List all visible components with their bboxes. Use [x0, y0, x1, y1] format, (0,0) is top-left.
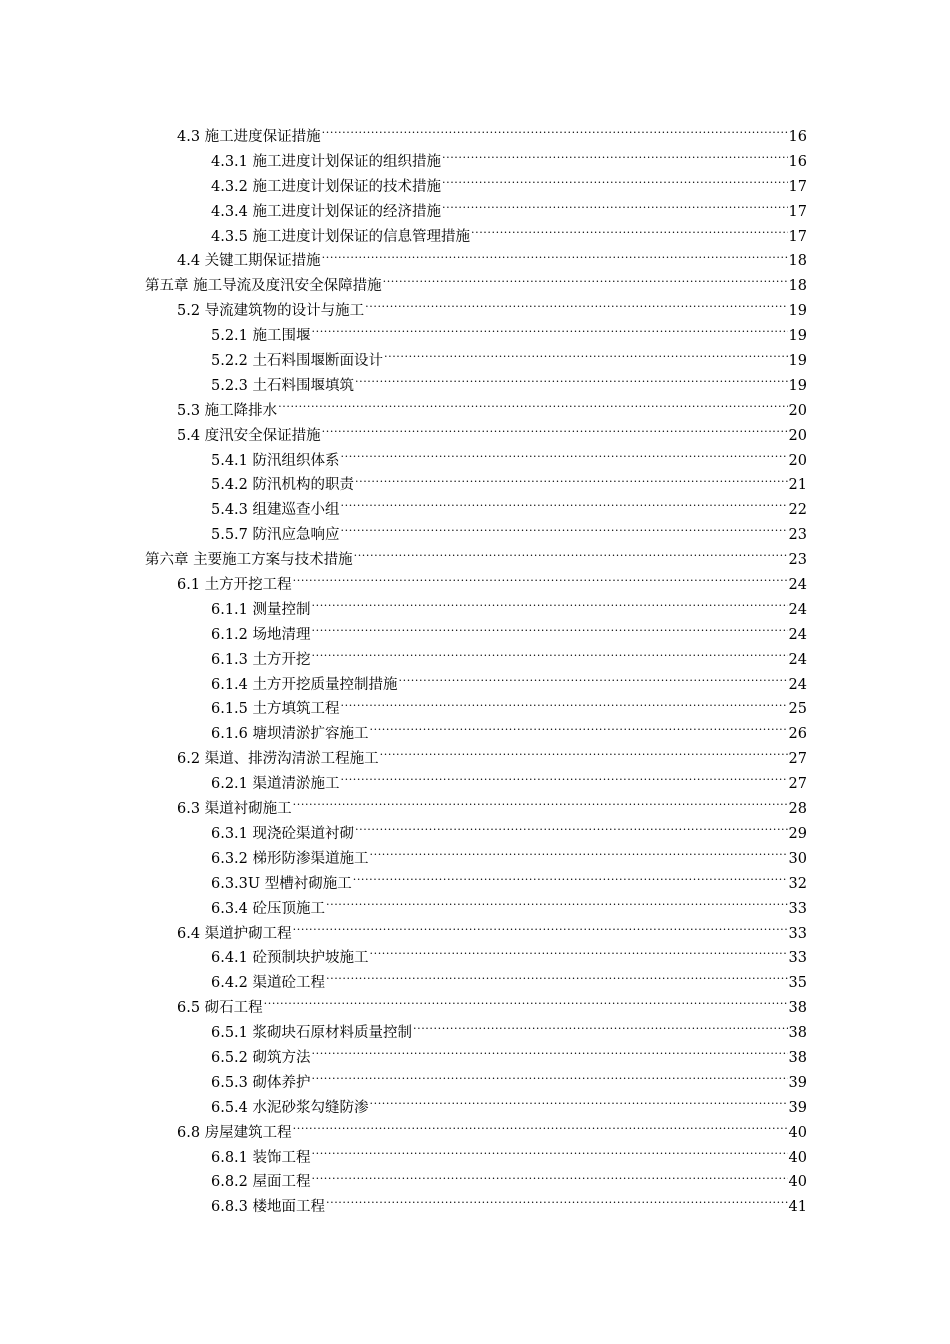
toc-entry-title: 6.1.4 土方开挖质量控制措施	[211, 676, 398, 693]
toc-dot-leader	[353, 874, 788, 888]
toc-dot-leader	[278, 401, 787, 415]
toc-entry[interactable]	[145, 598, 807, 623]
toc-dot-leader	[370, 1098, 788, 1112]
toc-entry-title: 5.3 施工降排水	[177, 402, 278, 419]
toc-entry-page-number: 32	[788, 875, 807, 892]
toc-entry-page-number: 40	[788, 1174, 807, 1191]
toc-dot-leader	[312, 1172, 788, 1186]
toc-entry-title: 6.1 土方开挖工程	[177, 577, 292, 594]
toc-entry-page-number: 18	[788, 253, 807, 270]
toc-entry-page-number: 24	[788, 676, 807, 693]
toc-entry-page-number: 19	[788, 377, 807, 394]
toc-dot-leader	[312, 625, 788, 639]
toc-entry-title: 5.4 度汛安全保证措施	[177, 427, 321, 444]
toc-entry[interactable]	[145, 971, 807, 996]
toc-entry[interactable]	[145, 1071, 807, 1096]
toc-dot-leader	[341, 451, 788, 465]
toc-dot-leader	[312, 1148, 788, 1162]
toc-entry-page-number: 24	[788, 601, 807, 618]
toc-entry[interactable]	[145, 473, 807, 498]
toc-entry-title: 4.3 施工进度保证措施	[177, 129, 321, 145]
toc-entry-title: 第六章 主要施工方案与技术措施	[145, 552, 353, 569]
toc-dot-leader	[370, 849, 788, 863]
toc-entry[interactable]	[145, 299, 807, 324]
toc-dot-leader	[413, 1023, 788, 1037]
toc-entry[interactable]	[145, 523, 807, 548]
toc-entry-page-number: 23	[788, 552, 807, 569]
toc-entry-page-number: 24	[788, 626, 807, 643]
toc-entry-title: 6.8.3 楼地面工程	[211, 1199, 326, 1216]
toc-entry[interactable]	[145, 249, 807, 274]
toc-entry-title: 6.5.1 浆砌块石原材料质量控制	[211, 1025, 413, 1042]
toc-entry-page-number: 20	[788, 427, 807, 444]
toc-dot-leader	[442, 202, 788, 216]
toc-entry[interactable]	[145, 1046, 807, 1071]
toc-dot-leader	[312, 1048, 788, 1062]
toc-entry-title: 6.3.4 砼压顶施工	[211, 900, 326, 917]
toc-dot-leader	[341, 500, 788, 514]
toc-entry-page-number: 20	[788, 402, 807, 419]
toc-entry-page-number: 33	[788, 925, 807, 942]
toc-entry-title: 6.4 渠道护砌工程	[177, 925, 292, 942]
toc-dot-leader	[370, 724, 788, 738]
toc-entry[interactable]	[145, 697, 807, 722]
toc-entry-page-number: 26	[788, 726, 807, 743]
toc-entry[interactable]	[145, 722, 807, 747]
toc-entry[interactable]	[145, 399, 807, 424]
toc-dot-leader	[341, 525, 788, 539]
toc-entry-title: 5.2.3 土石料围堰填筑	[211, 377, 355, 394]
toc-entry-page-number: 17	[788, 178, 807, 195]
toc-entry[interactable]	[145, 623, 807, 648]
toc-dot-leader	[341, 774, 788, 788]
toc-entry-page-number: 27	[788, 776, 807, 793]
toc-entry-page-number: 23	[788, 527, 807, 544]
toc-entry-page-number: 29	[788, 825, 807, 842]
toc-dot-leader	[355, 376, 788, 390]
toc-entry[interactable]	[145, 349, 807, 374]
toc-entry[interactable]	[145, 747, 807, 772]
toc-entry-page-number: 28	[788, 801, 807, 818]
toc-entry[interactable]	[145, 374, 807, 399]
toc-dot-leader	[326, 973, 788, 987]
toc-entry[interactable]	[145, 548, 807, 573]
toc-entry-page-number: 38	[788, 1000, 807, 1017]
toc-entry[interactable]	[145, 1195, 807, 1220]
toc-entry-page-number: 19	[788, 328, 807, 345]
toc-entry-title: 6.2.1 渠道清淤施工	[211, 776, 340, 793]
toc-dot-leader	[354, 550, 788, 564]
toc-entry-title: 6.8 房屋建筑工程	[177, 1124, 292, 1141]
toc-entry-title: 5.2 导流建筑物的设计与施工	[177, 303, 365, 320]
toc-entry-page-number: 18	[788, 278, 807, 295]
toc-entry[interactable]	[145, 424, 807, 449]
toc-entry-page-number: 24	[788, 651, 807, 668]
toc-entry-title: 6.3.3U 型槽衬砌施工	[211, 875, 352, 892]
toc-entry-page-number: 21	[788, 477, 807, 494]
toc-dot-leader	[322, 426, 788, 440]
toc-dot-leader	[264, 998, 788, 1012]
toc-dot-leader	[442, 177, 788, 191]
toc-entry[interactable]	[145, 573, 807, 598]
toc-entry-title: 4.3.1 施工进度计划保证的组织措施	[211, 153, 442, 170]
toc-entry[interactable]	[145, 225, 807, 250]
toc-entry-page-number: 19	[788, 303, 807, 320]
toc-dot-leader	[326, 899, 788, 913]
toc-entry[interactable]	[145, 872, 807, 897]
toc-entry-page-number: 35	[788, 975, 807, 992]
toc-entry-title: 5.4.1 防汛组织体系	[211, 452, 340, 469]
toc-entry[interactable]	[145, 200, 807, 225]
toc-entry-title: 6.1.2 场地清理	[211, 626, 311, 643]
toc-dot-leader	[383, 276, 788, 290]
toc-entry-title: 4.3.4 施工进度计划保证的经济措施	[211, 203, 442, 220]
toc-entry-title: 6.8.2 屋面工程	[211, 1174, 311, 1191]
toc-entry-title: 4.4 关键工期保证措施	[177, 253, 321, 270]
toc-entry-page-number: 40	[788, 1149, 807, 1166]
toc-entry-page-number: 25	[788, 701, 807, 718]
toc-dot-leader	[355, 475, 788, 489]
toc-dot-leader	[322, 251, 788, 265]
toc-entry-page-number: 33	[788, 950, 807, 967]
toc-entry-page-number: 39	[788, 1099, 807, 1116]
toc-dot-leader	[380, 749, 788, 763]
toc-entry-title: 6.4.1 砼预制块护坡施工	[211, 950, 369, 967]
toc-entry-title: 6.3 渠道衬砌施工	[177, 801, 292, 818]
toc-entry-page-number: 38	[788, 1049, 807, 1066]
toc-dot-leader	[384, 351, 788, 365]
toc-entry-title: 6.3.2 梯形防渗渠道施工	[211, 850, 369, 867]
toc-entry[interactable]	[145, 175, 807, 200]
toc-dot-leader	[312, 650, 788, 664]
toc-entry-title: 4.3.2 施工进度计划保证的技术措施	[211, 178, 442, 195]
toc-entry-title: 6.1.3 土方开挖	[211, 651, 311, 668]
toc-entry[interactable]	[145, 772, 807, 797]
toc-entry-title: 6.1.6 塘坝清淤扩容施工	[211, 726, 369, 743]
toc-entry[interactable]	[145, 150, 807, 175]
toc-entry-title: 5.2.1 施工围堰	[211, 328, 311, 345]
toc-dot-leader	[370, 948, 788, 962]
toc-entry[interactable]	[145, 922, 807, 947]
toc-entry[interactable]	[145, 274, 807, 299]
toc-entry-title: 6.1.5 土方填筑工程	[211, 701, 340, 718]
toc-entry-page-number: 24	[788, 577, 807, 594]
toc-entry-page-number: 19	[788, 353, 807, 370]
toc-entry-page-number: 33	[788, 900, 807, 917]
toc-entry-title: 5.4.3 组建巡查小组	[211, 502, 340, 519]
toc-entry[interactable]	[145, 1121, 807, 1146]
toc-entry-title: 6.4.2 渠道砼工程	[211, 975, 326, 992]
toc-dot-leader	[293, 799, 788, 813]
toc-dot-leader	[293, 924, 788, 938]
toc-entry-title: 6.3.1 现浇砼渠道衬砌	[211, 825, 355, 842]
toc-entry-title: 5.4.2 防汛机构的职责	[211, 477, 355, 494]
toc-entry-page-number: 16	[788, 129, 807, 145]
toc-entry[interactable]	[145, 1170, 807, 1195]
toc-entry-title: 6.5.2 砌筑方法	[211, 1049, 311, 1066]
toc-dot-leader	[442, 152, 788, 166]
toc-entry-title: 6.1.1 测量控制	[211, 601, 311, 618]
toc-dot-leader	[365, 301, 787, 315]
toc-entry[interactable]	[145, 449, 807, 474]
toc-dot-leader	[293, 575, 788, 589]
toc-entry[interactable]	[145, 797, 807, 822]
toc-entry-title: 4.3.5 施工进度计划保证的信息管理措施	[211, 228, 471, 245]
toc-dot-leader	[341, 699, 788, 713]
toc-entry[interactable]	[145, 125, 807, 150]
toc-dot-leader	[312, 1073, 788, 1087]
toc-entry[interactable]	[145, 1146, 807, 1171]
toc-dot-leader	[326, 1197, 788, 1211]
toc-entry-page-number: 16	[788, 153, 807, 170]
toc-entry-title: 第五章 施工导流及度汛安全保障措施	[145, 278, 382, 295]
toc-dot-leader	[399, 675, 788, 689]
toc-entry[interactable]	[145, 498, 807, 523]
toc-entry[interactable]	[145, 847, 807, 872]
toc-entry-page-number: 30	[788, 850, 807, 867]
toc-dot-leader	[355, 824, 788, 838]
toc-dot-leader	[312, 326, 788, 340]
toc-entry[interactable]	[145, 1021, 807, 1046]
toc-dot-leader	[312, 600, 788, 614]
toc-entry[interactable]	[145, 673, 807, 698]
toc-entry-page-number: 22	[788, 502, 807, 519]
toc-entry[interactable]	[145, 897, 807, 922]
toc-dot-leader	[322, 127, 788, 141]
toc-entry[interactable]	[145, 822, 807, 847]
toc-entry[interactable]	[145, 1096, 807, 1121]
toc-entry-title: 5.5.7 防汛应急响应	[211, 527, 340, 544]
toc-entry-title: 6.2 渠道、排涝沟清淤工程施工	[177, 751, 379, 768]
toc-entry-page-number: 17	[788, 228, 807, 245]
toc-dot-leader	[471, 227, 788, 241]
toc-entry-page-number: 41	[788, 1199, 807, 1216]
toc-entry-page-number: 40	[788, 1124, 807, 1141]
toc-entry-title: 6.8.1 装饰工程	[211, 1149, 311, 1166]
toc-dot-leader	[293, 1123, 788, 1137]
toc-entry-page-number: 17	[788, 203, 807, 220]
toc-entry-title: 6.5.3 砌体养护	[211, 1074, 311, 1091]
toc-entry[interactable]	[145, 324, 807, 349]
toc-entry[interactable]	[145, 648, 807, 673]
toc-entry-page-number: 20	[788, 452, 807, 469]
table-of-contents	[145, 125, 807, 1220]
toc-entry-page-number: 27	[788, 751, 807, 768]
toc-entry-title: 6.5.4 水泥砂浆勾缝防渗	[211, 1099, 369, 1116]
toc-entry-page-number: 39	[788, 1074, 807, 1091]
toc-entry-title: 5.2.2 土石料围堰断面设计	[211, 353, 384, 370]
toc-entry[interactable]	[145, 996, 807, 1021]
toc-entry-title: 6.5 砌石工程	[177, 1000, 263, 1017]
toc-entry-page-number: 38	[788, 1025, 807, 1042]
toc-entry[interactable]	[145, 946, 807, 971]
